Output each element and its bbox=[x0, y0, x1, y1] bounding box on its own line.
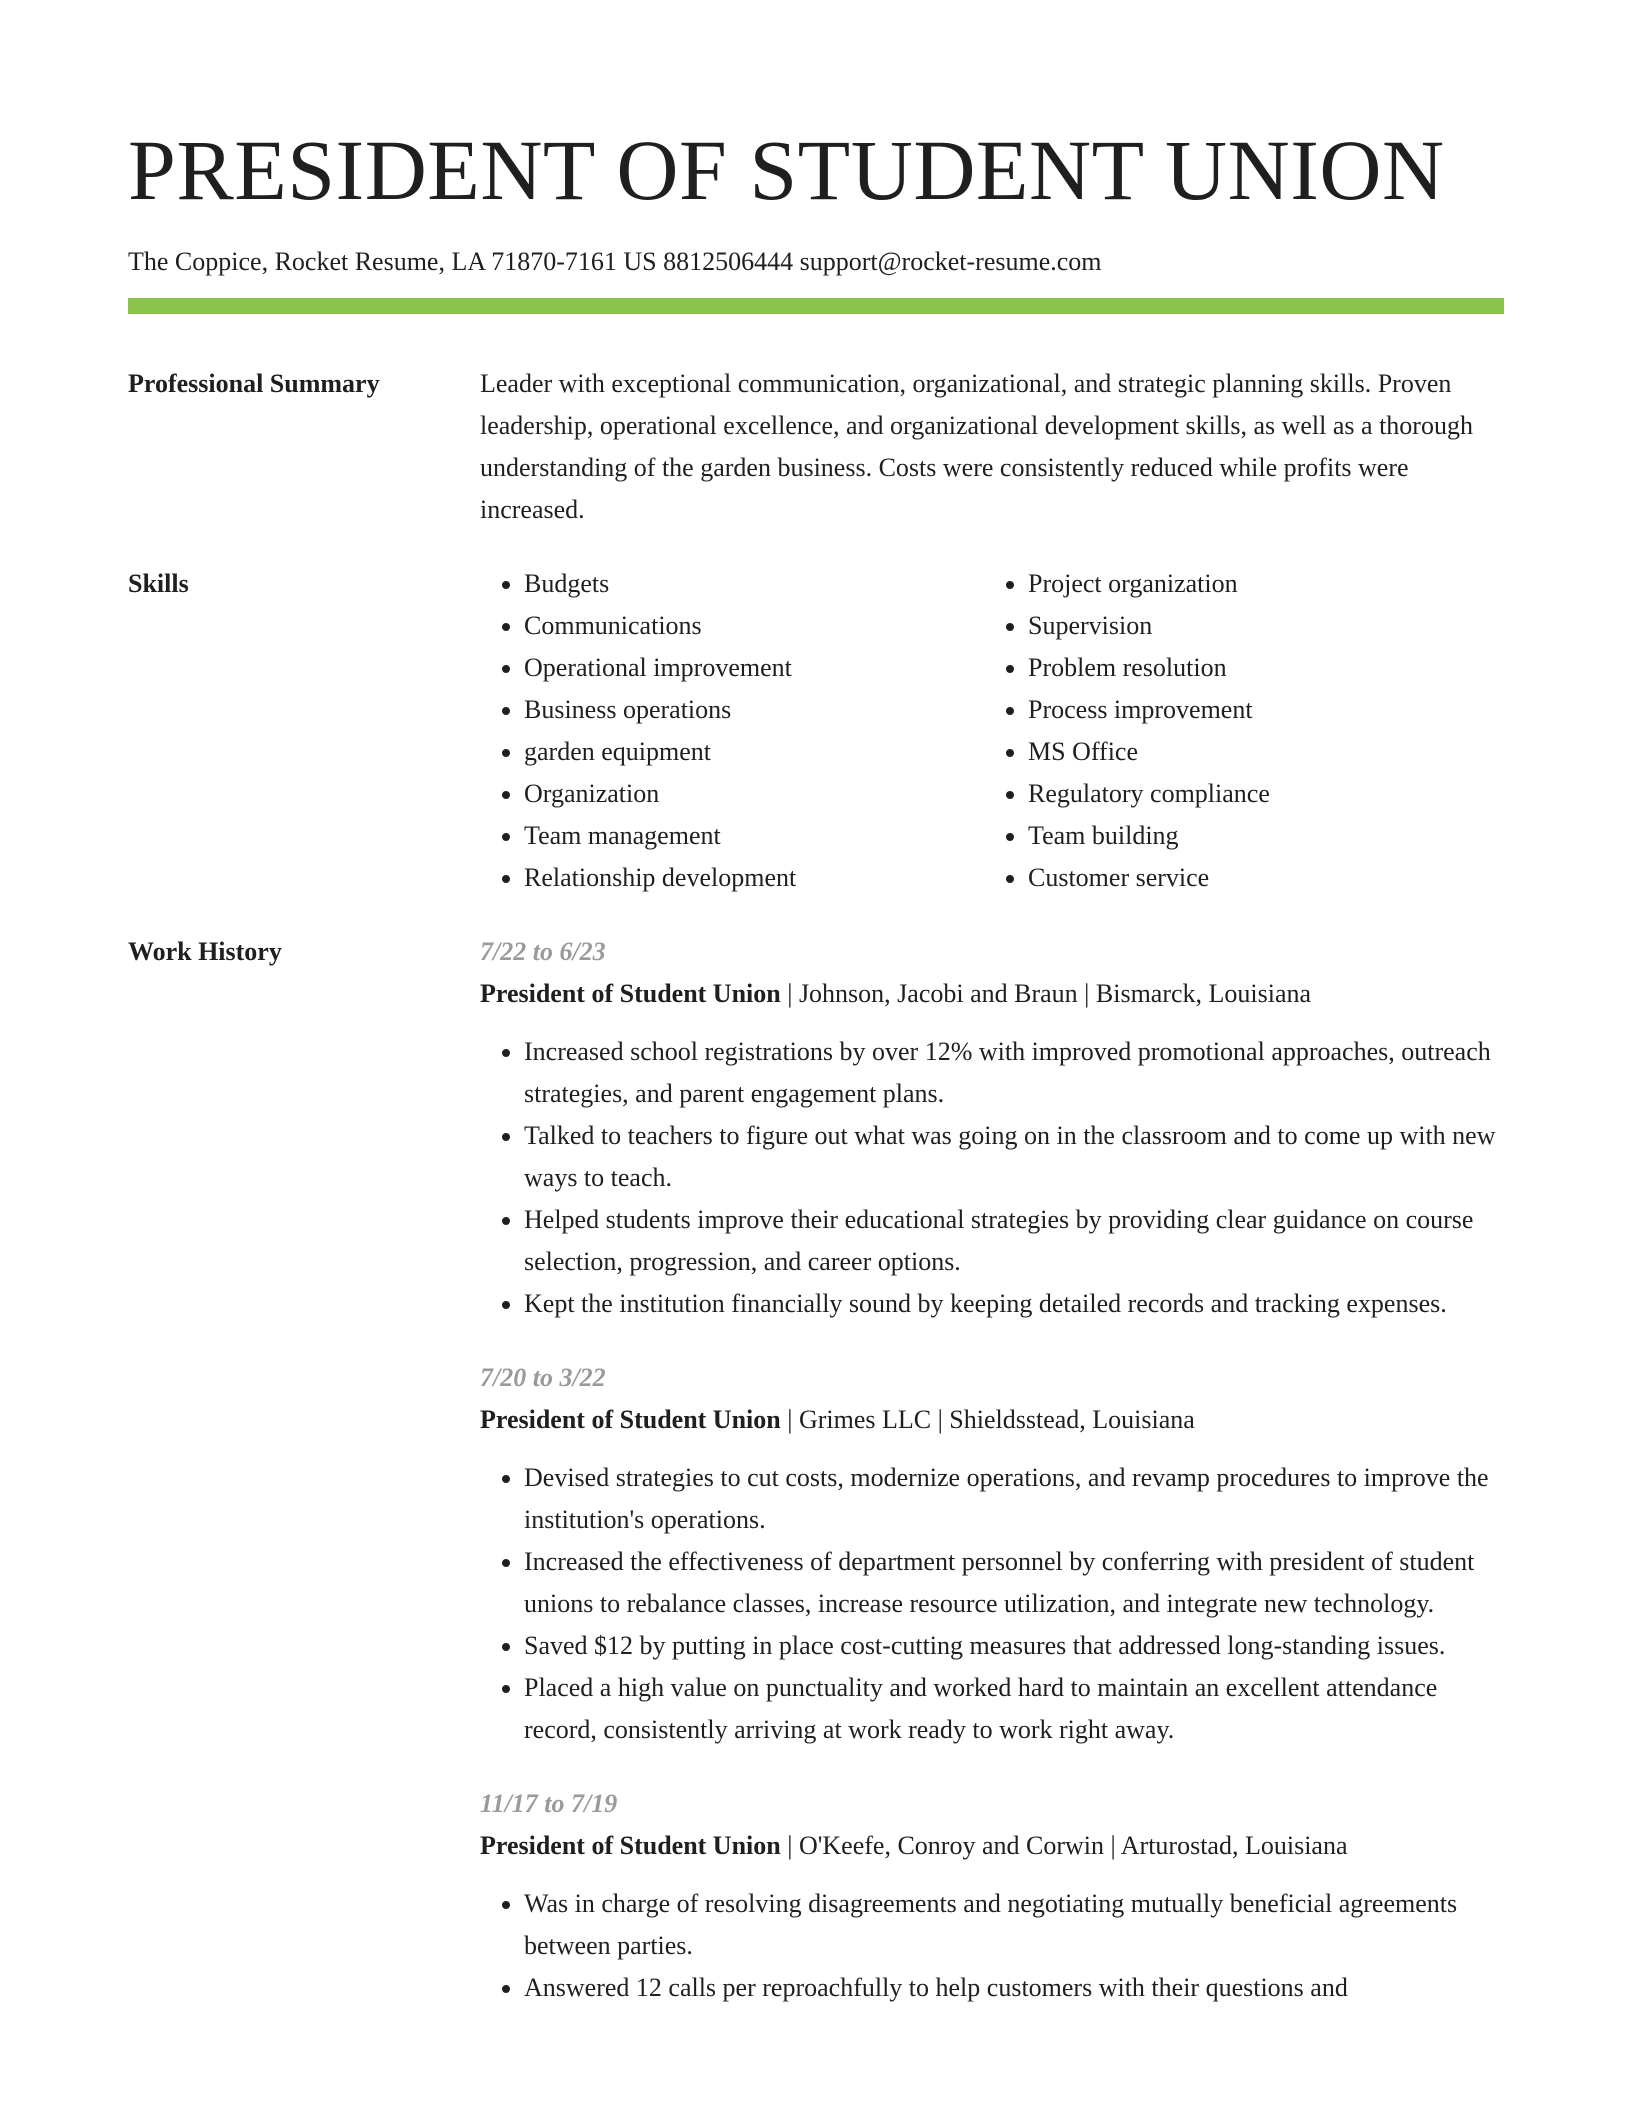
summary-body bbox=[480, 363, 1504, 531]
skill-item: • Organization bbox=[524, 773, 984, 815]
skill-item: • Relationship development bbox=[524, 857, 984, 899]
section-label-skills: Skills bbox=[128, 569, 189, 598]
job-bullet: • Answered 12 calls per reproachfully to help customers with their questions and bbox=[524, 1967, 1504, 2009]
job-bullet: • Increased the effectiveness of department personnel by conferring with president of student unions to rebalance classes, increase resource utilization, and integrate new technology. bbox=[524, 1541, 1504, 1625]
resume-title: PRESIDENT OF STUDENT UNION bbox=[128, 122, 1445, 218]
job-title: President of Student Union bbox=[480, 979, 781, 1008]
job-bullet: • Helped students improve their educational strategies by providing clear guidance on course selection, progression, and career options. bbox=[524, 1199, 1504, 1283]
job-details: | O'Keefe, Conroy and Corwin | Arturostad, Louisiana bbox=[780, 1831, 1348, 1860]
job-bullet: • Devised strategies to cut costs, modernize operations, and revamp procedures to improve the institution's operations. bbox=[524, 1457, 1504, 1541]
job-details: | Grimes LLC | Shieldsstead, Louisiana bbox=[780, 1405, 1195, 1434]
skill-item: • MS Office bbox=[1028, 731, 1488, 773]
contact-line: The Coppice, Rocket Resume, LA 71870-7161 US 8812506444 support@rocket-resume.com bbox=[128, 247, 1102, 276]
summary-text: Leader with exceptional communication, organizational, and strategic planning skills. Proven leadership, operational excellence, and organizational development skills, as well as a thorough understanding of the garden business. Costs were consistently reduced while profits were increased. bbox=[480, 369, 1473, 524]
job-entry bbox=[480, 931, 1504, 1325]
job-entry bbox=[480, 1357, 1504, 1751]
job-details: | Johnson, Jacobi and Braun | Bismarck, Louisiana bbox=[780, 979, 1312, 1008]
skill-item: • Process improvement bbox=[1028, 689, 1488, 731]
skill-item: • garden equipment bbox=[524, 731, 984, 773]
skill-item: • Team building bbox=[1028, 815, 1488, 857]
skills-grid bbox=[480, 563, 1504, 899]
section-label-summary: Professional Summary bbox=[128, 369, 380, 398]
skill-item: • Supervision bbox=[1028, 605, 1488, 647]
accent-divider bbox=[128, 298, 1504, 314]
job-bullets bbox=[480, 1457, 1504, 1751]
skills-column-1 bbox=[480, 563, 984, 899]
resume-page bbox=[128, 0, 1504, 2009]
section-label-work: Work History bbox=[128, 937, 282, 966]
skills-section bbox=[128, 563, 1504, 899]
skill-item: • Project organization bbox=[1028, 563, 1488, 605]
job-heading bbox=[480, 973, 1504, 1015]
job-bullet: • Talked to teachers to figure out what was going on in the classroom and to come up with new ways to teach. bbox=[524, 1115, 1504, 1199]
job-title: President of Student Union bbox=[480, 1405, 781, 1434]
skill-item: • Problem resolution bbox=[1028, 647, 1488, 689]
job-bullet: • Kept the institution financially sound by keeping detailed records and tracking expenses. bbox=[524, 1283, 1504, 1325]
skill-item: • Team management bbox=[524, 815, 984, 857]
work-history-body bbox=[480, 931, 1504, 2009]
job-bullet: • Was in charge of resolving disagreements and negotiating mutually beneficial agreements between parties. bbox=[524, 1883, 1504, 1967]
skill-item: • Business operations bbox=[524, 689, 984, 731]
work-history-section bbox=[128, 931, 1504, 2009]
job-heading bbox=[480, 1399, 1504, 1441]
job-dates: 7/20 to 3/22 bbox=[480, 1363, 606, 1392]
job-dates: 11/17 to 7/19 bbox=[480, 1789, 618, 1818]
job-bullets bbox=[480, 1883, 1504, 2009]
skill-item: • Budgets bbox=[524, 563, 984, 605]
job-bullets bbox=[480, 1031, 1504, 1325]
job-bullet: • Saved $12 by putting in place cost-cutting measures that addressed long-standing issues. bbox=[524, 1625, 1504, 1667]
skill-item: • Operational improvement bbox=[524, 647, 984, 689]
professional-summary-section bbox=[128, 363, 1504, 531]
skills-column-2 bbox=[984, 563, 1488, 899]
skill-item: • Communications bbox=[524, 605, 984, 647]
job-entry bbox=[480, 1783, 1504, 2009]
job-bullet: • Placed a high value on punctuality and worked hard to maintain an excellent attendance record, consistently arriving at work ready to work right away. bbox=[524, 1667, 1504, 1751]
job-bullet: • Increased school registrations by over 12% with improved promotional approaches, outreach strategies, and parent engagement plans. bbox=[524, 1031, 1504, 1115]
skill-item: • Customer service bbox=[1028, 857, 1488, 899]
skill-item: • Regulatory compliance bbox=[1028, 773, 1488, 815]
job-heading bbox=[480, 1825, 1504, 1867]
job-dates: 7/22 to 6/23 bbox=[480, 937, 606, 966]
job-title: President of Student Union bbox=[480, 1831, 781, 1860]
